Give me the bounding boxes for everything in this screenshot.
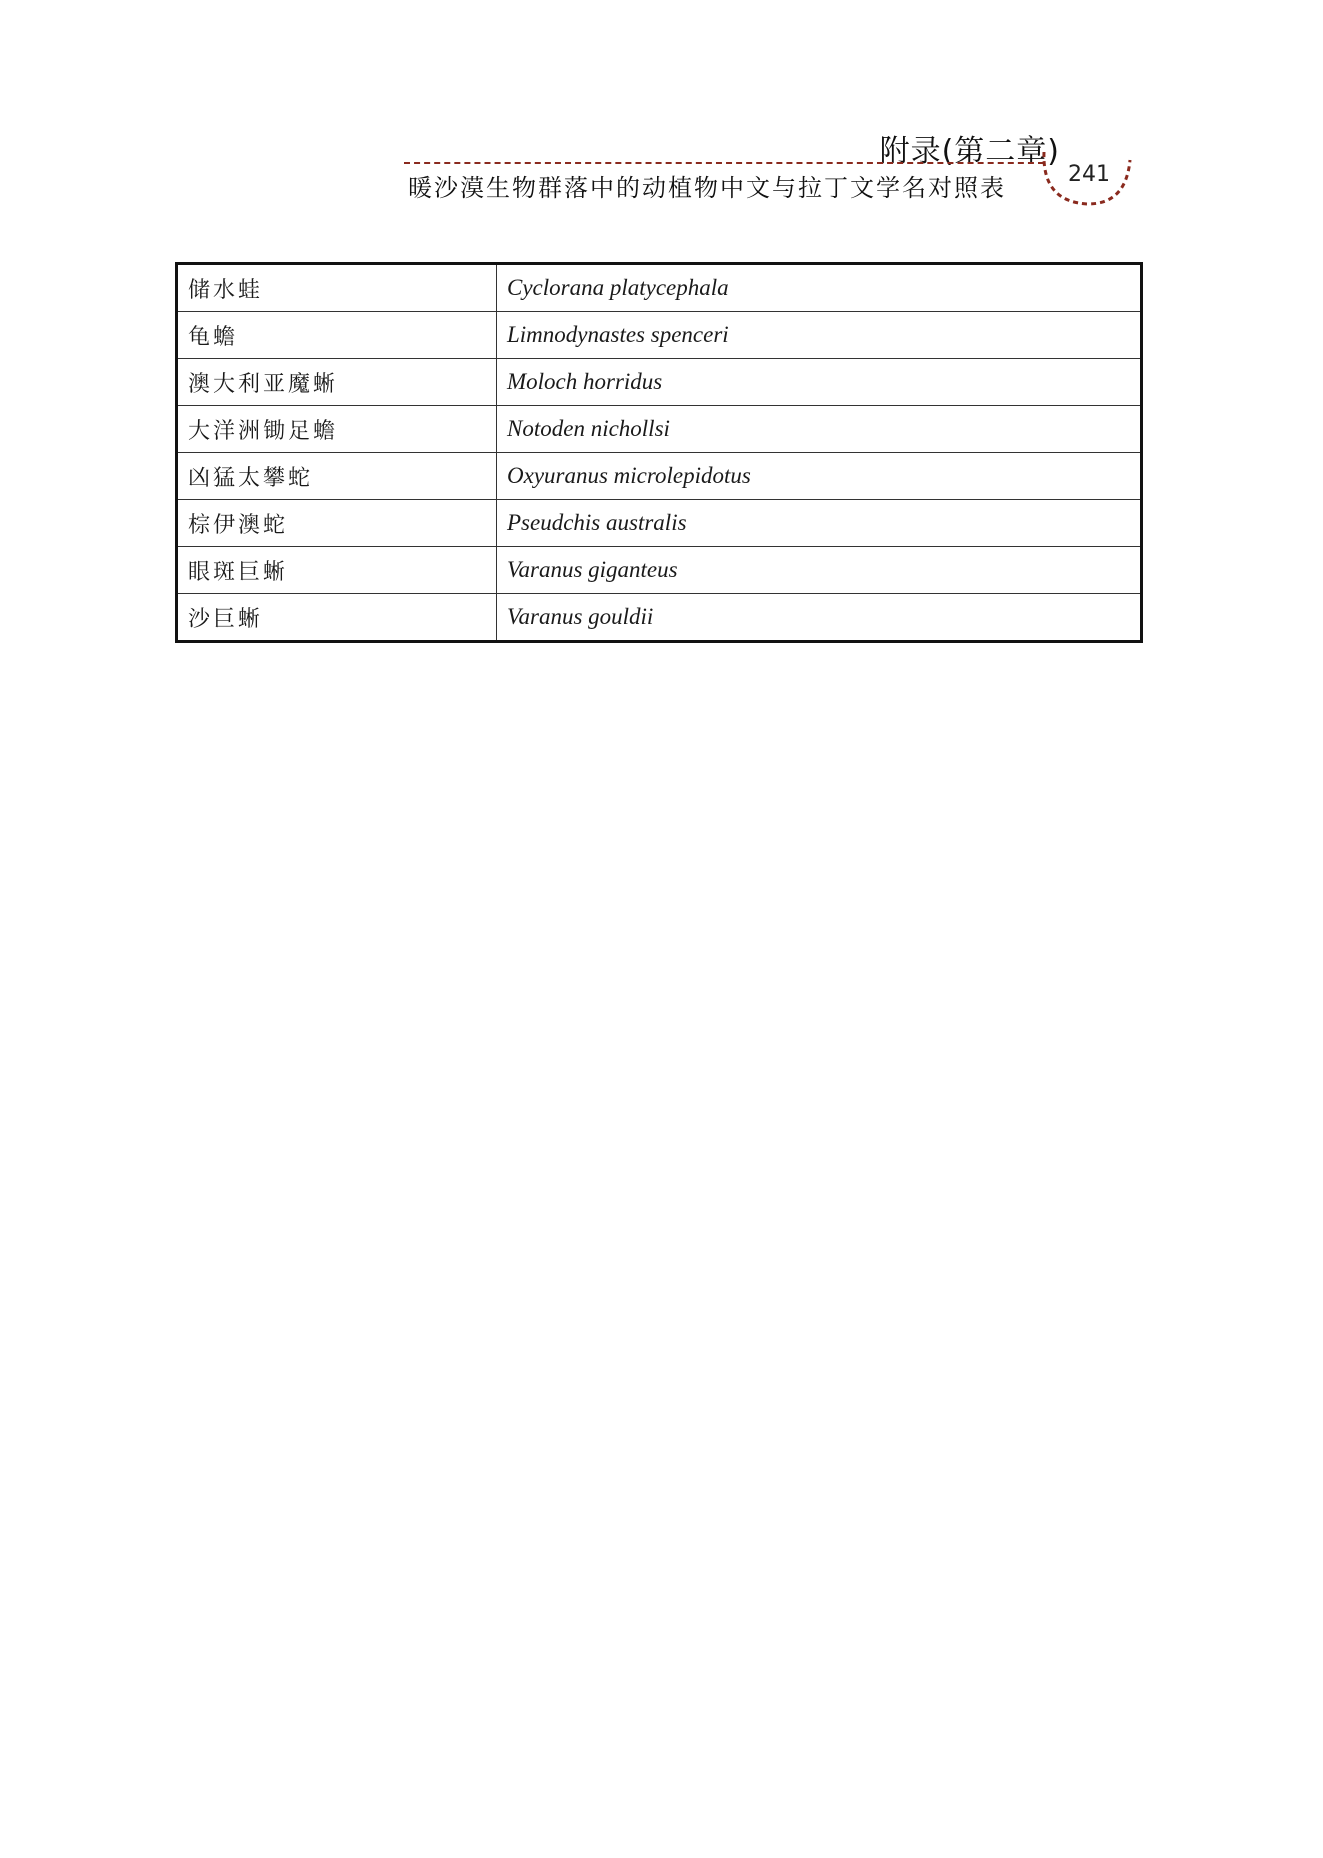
latin-name-cell: Limnodynastes spenceri <box>497 312 1142 359</box>
table-row <box>177 500 1142 547</box>
table-row <box>177 406 1142 453</box>
page-number: 241 <box>1068 162 1110 187</box>
latin-name-cell: Varanus giganteus <box>497 547 1142 594</box>
page-subtitle: 暖沙漠生物群落中的动植物中文与拉丁文学名对照表 <box>408 174 1006 202</box>
species-name-table <box>175 262 1143 643</box>
table-row <box>177 264 1142 312</box>
chinese-name-cell: 龟蟾 <box>177 312 497 359</box>
chinese-name-cell: 眼斑巨蜥 <box>177 547 497 594</box>
chinese-name-cell: 大洋洲锄足蟾 <box>177 406 497 453</box>
table-row <box>177 359 1142 406</box>
latin-name-cell: Varanus gouldii <box>497 594 1142 642</box>
latin-name-cell: Moloch horridus <box>497 359 1142 406</box>
chinese-name-cell: 棕伊澳蛇 <box>177 500 497 547</box>
latin-name-cell: Notoden nichollsi <box>497 406 1142 453</box>
chinese-name-cell: 凶猛太攀蛇 <box>177 453 497 500</box>
chapter-title: 附录(第二章) <box>879 134 1060 169</box>
chinese-name-cell: 沙巨蜥 <box>177 594 497 642</box>
latin-name-cell: Pseudchis australis <box>497 500 1142 547</box>
header-dotted-rule <box>404 162 1044 164</box>
page-header <box>0 0 1323 240</box>
table-row <box>177 594 1142 642</box>
chinese-name-cell: 澳大利亚魔蜥 <box>177 359 497 406</box>
table-row <box>177 312 1142 359</box>
table-row <box>177 453 1142 500</box>
latin-name-cell: Oxyuranus microlepidotus <box>497 453 1142 500</box>
latin-name-cell: Cyclorana platycephala <box>497 264 1142 312</box>
chinese-name-cell: 储水蛙 <box>177 264 497 312</box>
table-row <box>177 547 1142 594</box>
